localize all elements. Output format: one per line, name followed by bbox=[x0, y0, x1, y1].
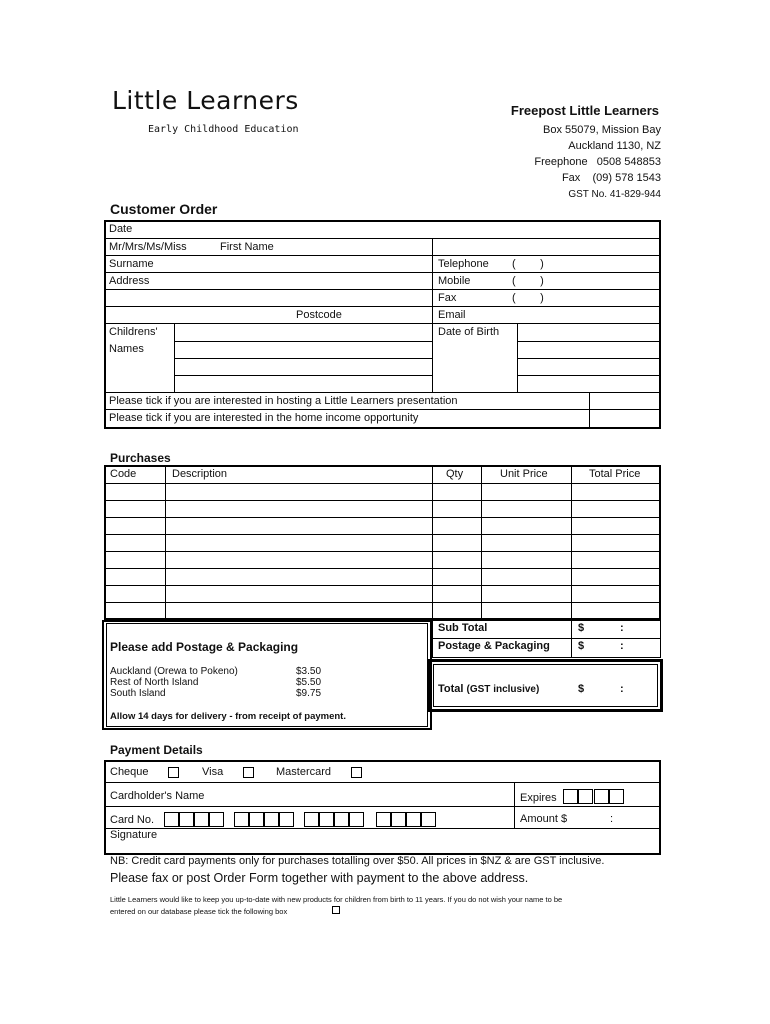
postage-label: Postage & Packaging bbox=[438, 640, 550, 652]
privacy-note-line1: Little Learners would like to keep you up-to-date with new products for children from birth to 11 years. If you do not wish your name to be bbox=[110, 895, 563, 904]
divider bbox=[104, 500, 661, 501]
cheque-label: Cheque bbox=[110, 766, 149, 778]
subtotal-colon: : bbox=[620, 622, 624, 634]
mobile-label: Mobile bbox=[438, 275, 471, 287]
divider bbox=[104, 517, 661, 518]
expires-label: Expires bbox=[520, 792, 557, 804]
first-name-label: First Name bbox=[220, 241, 274, 253]
income-tick-label: Please tick if you are interested in the home income opportunity bbox=[109, 412, 419, 424]
card-digit[interactable] bbox=[264, 812, 279, 827]
address-label: Address bbox=[109, 275, 150, 287]
visa-checkbox[interactable] bbox=[243, 767, 254, 778]
card-digit[interactable] bbox=[406, 812, 421, 827]
card-digit[interactable] bbox=[234, 812, 249, 827]
col-total-price: Total Price bbox=[589, 468, 641, 480]
divider bbox=[432, 638, 661, 639]
divider bbox=[104, 585, 661, 586]
divider bbox=[481, 465, 482, 620]
mobile-paren: ( ) bbox=[512, 275, 544, 287]
divider bbox=[104, 534, 661, 535]
payment-table bbox=[104, 760, 661, 855]
company-logo: Little Learners bbox=[112, 86, 299, 115]
divider bbox=[104, 272, 661, 273]
subtotal-label: Sub Total bbox=[438, 622, 488, 634]
divider bbox=[104, 828, 661, 829]
card-digit[interactable] bbox=[349, 812, 364, 827]
names-label: Names bbox=[109, 343, 144, 355]
divider bbox=[104, 602, 661, 603]
nb-note: NB: Credit card payments only for purchases totalling over $50. All prices in $NZ & are GST inclusive. bbox=[110, 855, 605, 867]
cardholder-label: Cardholder's Name bbox=[110, 790, 205, 802]
card-number-label: Card No. bbox=[110, 814, 155, 826]
divider bbox=[517, 375, 661, 376]
divider bbox=[104, 782, 661, 783]
divider bbox=[174, 323, 175, 392]
amount-label: Amount $ bbox=[520, 813, 568, 825]
expiry-digit[interactable] bbox=[609, 789, 624, 804]
card-digit[interactable] bbox=[194, 812, 209, 827]
fax-label: Fax bbox=[438, 292, 457, 304]
address-line: Auckland 1130, NZ bbox=[568, 140, 661, 152]
company-tagline: Early Childhood Education bbox=[148, 124, 299, 135]
company-name: Freepost Little Learners bbox=[510, 103, 659, 118]
divider bbox=[174, 341, 432, 342]
divider bbox=[104, 238, 661, 239]
salutation-label: Mr/Mrs/Ms/Miss bbox=[109, 241, 187, 253]
dob-label: Date of Birth bbox=[438, 326, 500, 338]
region-south-island: South Island bbox=[110, 688, 166, 699]
email-label: Email bbox=[438, 309, 466, 321]
region-north-island: Rest of North Island bbox=[110, 677, 199, 688]
date-label: Date bbox=[109, 223, 133, 235]
divider bbox=[517, 323, 518, 392]
card-digit[interactable] bbox=[179, 812, 194, 827]
mastercard-checkbox[interactable] bbox=[351, 767, 362, 778]
divider bbox=[432, 238, 433, 392]
address-phone: Freephone 0508 548853 bbox=[534, 156, 661, 168]
gst-number: GST No. 41-829-944 bbox=[568, 189, 661, 200]
customer-order-title: Customer Order bbox=[110, 201, 218, 217]
col-qty: Qty bbox=[446, 468, 464, 480]
postcode-label: Postcode bbox=[296, 309, 342, 321]
col-description: Description bbox=[172, 468, 228, 480]
total-colon: : bbox=[620, 683, 624, 695]
privacy-optout-checkbox[interactable] bbox=[332, 906, 340, 914]
divider bbox=[104, 289, 661, 290]
card-digit[interactable] bbox=[391, 812, 406, 827]
total-label: Total (GST inclusive) bbox=[438, 683, 540, 695]
post-instruction: Please fax or post Order Form together with payment to the above address. bbox=[110, 871, 529, 885]
card-digit[interactable] bbox=[376, 812, 391, 827]
divider bbox=[104, 323, 661, 324]
card-digit[interactable] bbox=[334, 812, 349, 827]
card-digit[interactable] bbox=[304, 812, 319, 827]
expiry-digit[interactable] bbox=[563, 789, 578, 804]
col-unit-price: Unit Price bbox=[500, 468, 548, 480]
card-digit[interactable] bbox=[249, 812, 264, 827]
divider bbox=[104, 568, 661, 569]
divider bbox=[571, 620, 572, 658]
postage-colon: : bbox=[620, 640, 624, 652]
region-auckland: Auckland (Orewa to Pokeno) bbox=[110, 666, 238, 677]
divider bbox=[517, 358, 661, 359]
purchases-title: Purchases bbox=[110, 451, 171, 465]
signature-label: Signature bbox=[110, 829, 158, 841]
total-dollar: $ bbox=[578, 683, 585, 695]
expiry-digit[interactable] bbox=[578, 789, 593, 804]
divider bbox=[174, 358, 432, 359]
divider bbox=[589, 392, 590, 429]
card-digit[interactable] bbox=[279, 812, 294, 827]
fax-paren: ( ) bbox=[512, 292, 544, 304]
price-north-island: $5.50 bbox=[296, 677, 322, 688]
card-digit[interactable] bbox=[209, 812, 224, 827]
divider bbox=[571, 465, 572, 620]
expiry-digit[interactable] bbox=[594, 789, 609, 804]
divider bbox=[104, 806, 661, 807]
surname-label: Surname bbox=[109, 258, 154, 270]
divider bbox=[104, 306, 661, 307]
postage-info-title: Please add Postage & Packaging bbox=[110, 640, 299, 654]
price-auckland: $3.50 bbox=[296, 666, 322, 677]
address-line: Box 55079, Mission Bay bbox=[542, 124, 661, 136]
telephone-paren: ( ) bbox=[512, 258, 544, 270]
divider bbox=[104, 255, 661, 256]
childrens-label: Childrens' bbox=[109, 326, 158, 338]
privacy-note-line2: entered on our database please tick the following box bbox=[110, 907, 288, 916]
postage-dollar: $ bbox=[578, 640, 585, 652]
divider bbox=[514, 782, 515, 828]
divider bbox=[104, 409, 661, 410]
card-digit[interactable] bbox=[421, 812, 436, 827]
visa-label: Visa bbox=[202, 766, 224, 778]
col-code: Code bbox=[110, 468, 137, 480]
subtotal-dollar: $ bbox=[578, 622, 585, 634]
card-digit[interactable] bbox=[164, 812, 179, 827]
card-digit[interactable] bbox=[319, 812, 334, 827]
amount-colon: : bbox=[610, 813, 614, 825]
presentation-tick-label: Please tick if you are interested in hosting a Little Learners presentation bbox=[109, 395, 458, 407]
payment-title: Payment Details bbox=[110, 743, 203, 757]
divider bbox=[104, 483, 661, 484]
divider bbox=[165, 465, 166, 620]
divider bbox=[432, 465, 433, 620]
mastercard-label: Mastercard bbox=[276, 766, 332, 778]
divider bbox=[517, 341, 661, 342]
telephone-label: Telephone bbox=[438, 258, 489, 270]
divider bbox=[104, 392, 661, 393]
cheque-checkbox[interactable] bbox=[168, 767, 179, 778]
divider bbox=[104, 551, 661, 552]
divider bbox=[174, 375, 432, 376]
address-fax: Fax (09) 578 1543 bbox=[561, 172, 661, 184]
price-south-island: $9.75 bbox=[296, 688, 322, 699]
purchases-table bbox=[104, 465, 661, 620]
delivery-note: Allow 14 days for delivery - from receipt of payment. bbox=[110, 711, 346, 722]
